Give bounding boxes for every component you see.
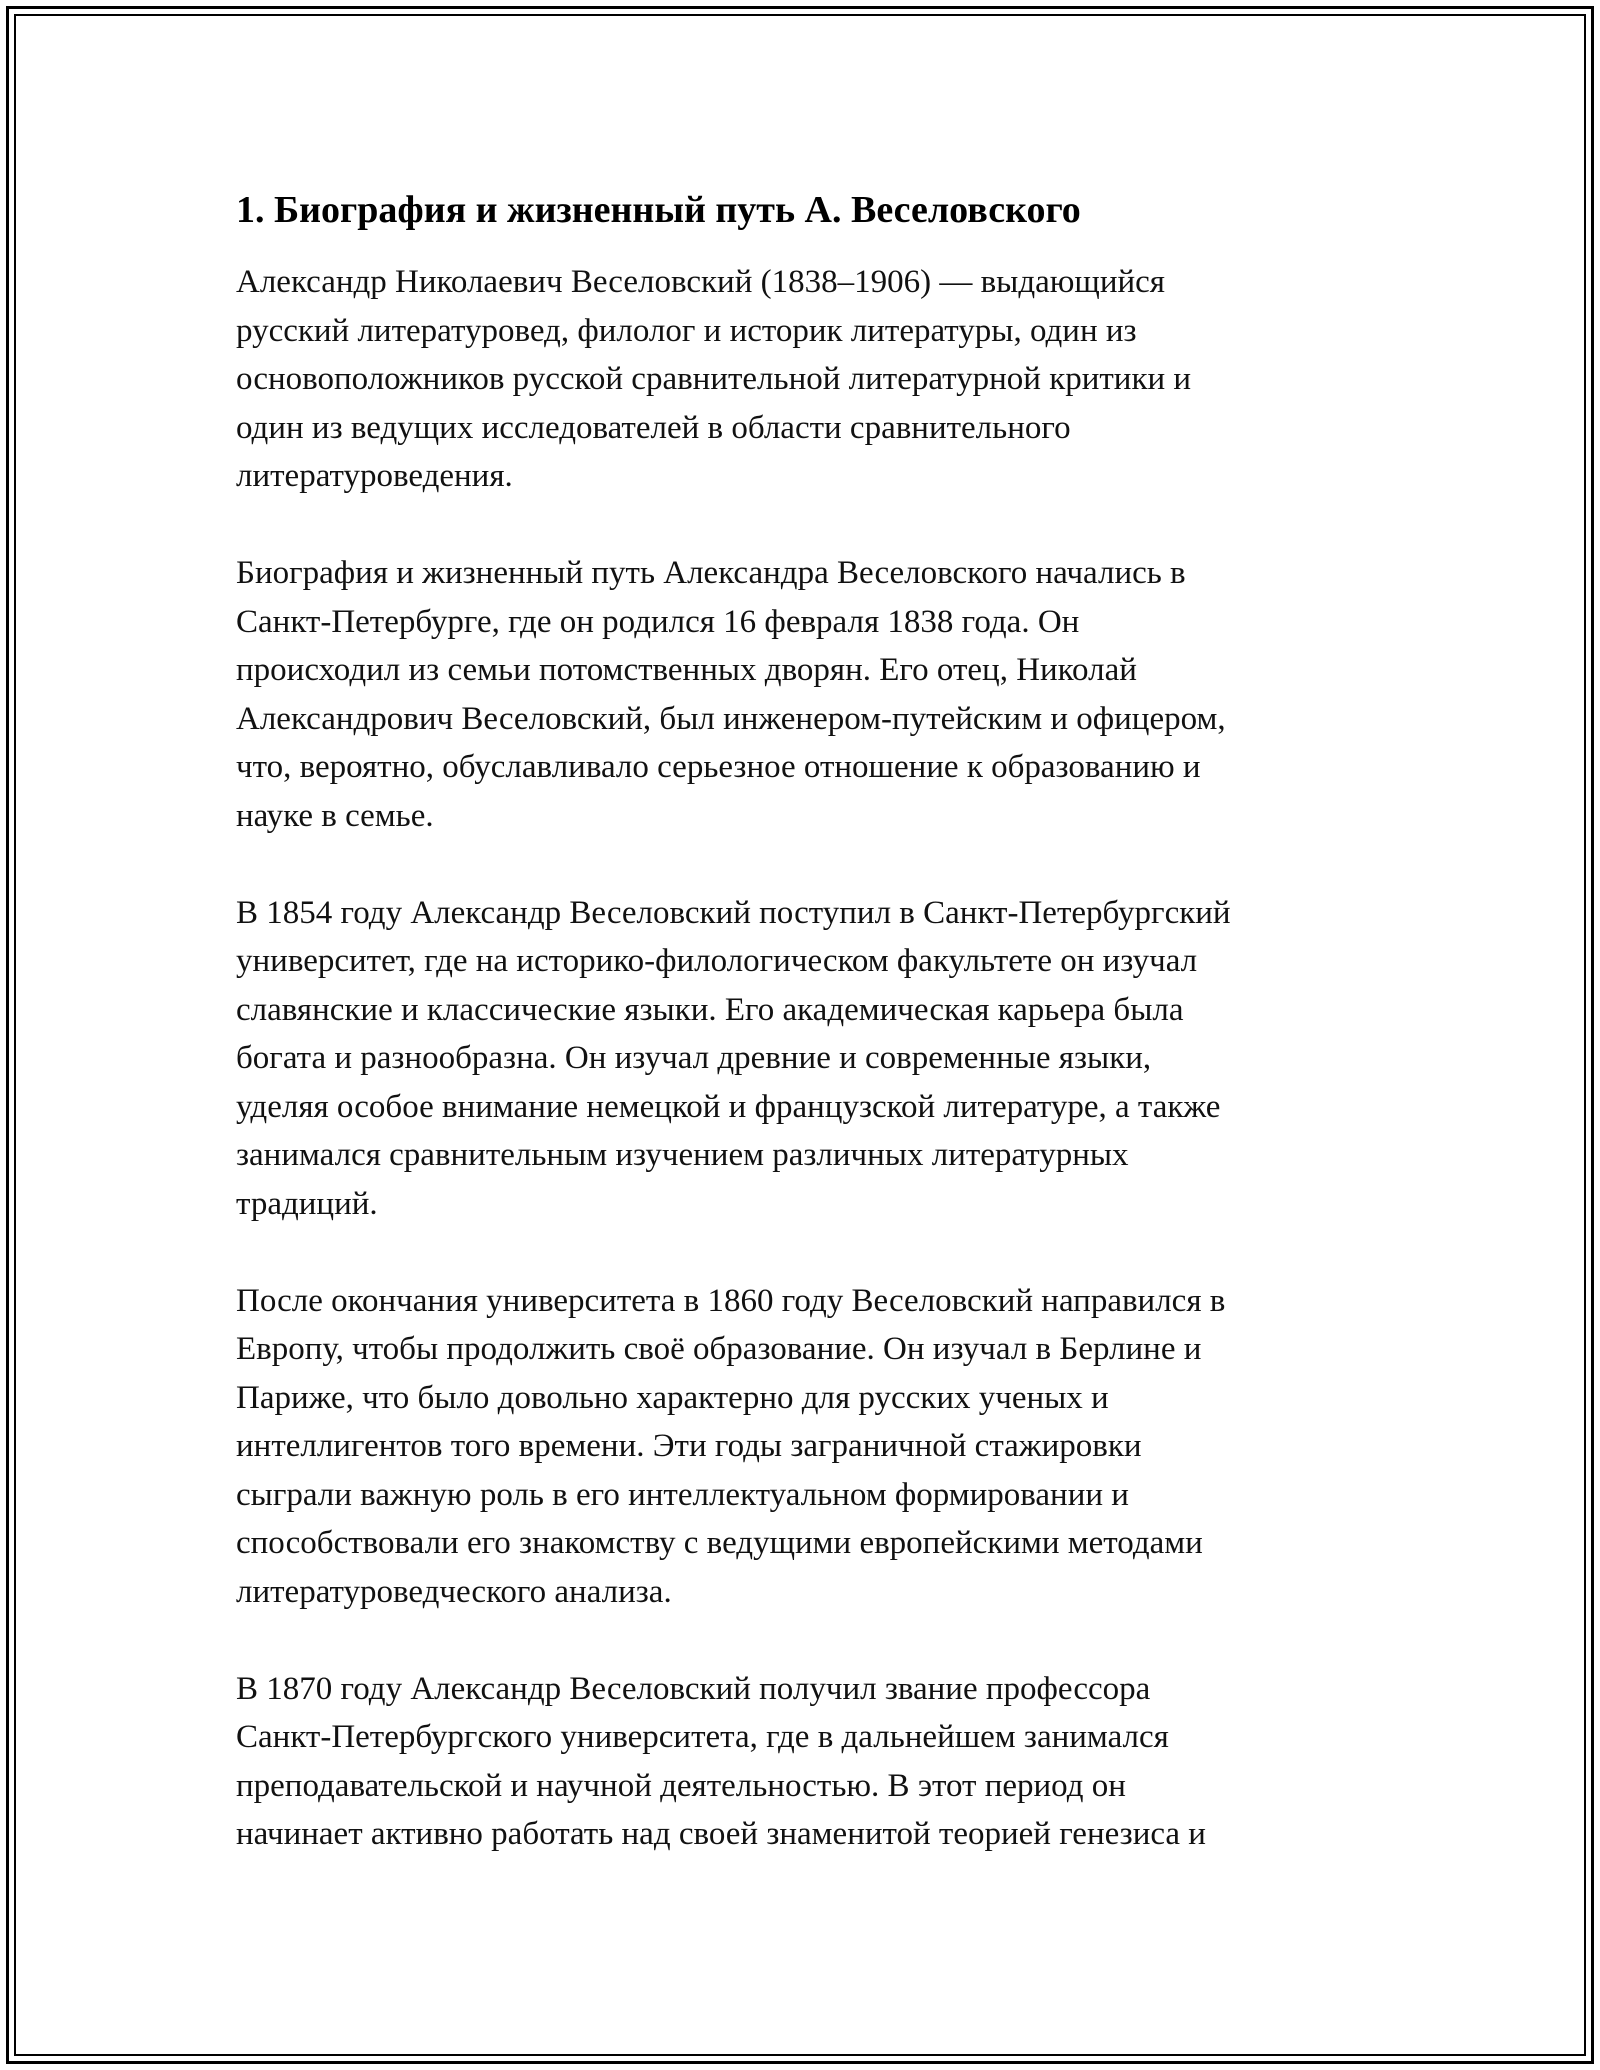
text-line: В 1870 году Александр Веселовский получил звание профессора [236, 1670, 1151, 1707]
text-line: литературоведческого анализа. [236, 1573, 672, 1610]
paragraph-university [236, 889, 1356, 1229]
text-line: Александр Николаевич Веселовский (1838–1906) — выдающийся [236, 264, 1165, 300]
text-line: богата и разнообразна. Он изучал древние и современные языки, [236, 1040, 1152, 1076]
text-line: происходил из семьи потомственных дворян. Его отец, Николай [236, 652, 1137, 688]
document-body [236, 186, 1356, 1907]
text-line: университет, где на историко-филологическом факультете он изучал [236, 943, 1198, 979]
text-line: уделяя особое внимание немецкой и французской литературе, а также [236, 1088, 1221, 1125]
text-line: основоположников русской сравнительной литературной критики и [236, 361, 1192, 397]
section-heading: 1. Биография и жизненный путь А. Веселовского [236, 189, 1081, 231]
paragraph-origins [236, 549, 1356, 840]
text-line: способствовали его знакомству с ведущими европейскими методами [236, 1525, 1203, 1561]
text-line: науке в семье. [236, 797, 434, 834]
text-line: русский литературовед, филолог и историк литературы, один из [236, 312, 1137, 349]
text-line: традиций. [236, 1185, 378, 1222]
paragraph-intro [236, 258, 1356, 501]
text-line: славянские и классические языки. Его академическая карьера была [236, 991, 1184, 1028]
text-line: интеллигентов того времени. Эти годы заграничной стажировки [236, 1428, 1142, 1464]
text-line: сыграли важную роль в его интеллектуальном формировании и [236, 1476, 1129, 1513]
text-line: начинает активно работать над своей знаменитой теорией генезиса и [236, 1816, 1206, 1852]
text-line: Европу, чтобы продолжить своё образование. Он изучал в Берлине и [236, 1331, 1202, 1367]
text-line: что, вероятно, обуславливало серьезное отношение к образованию и [236, 749, 1201, 785]
text-line: Санкт-Петербургского университета, где в дальнейшем занимался [236, 1719, 1169, 1755]
text-line: преподавательской и научной деятельностью. В этот период он [236, 1767, 1126, 1804]
text-line: Александрович Веселовский, был инженером-путейским и офицером, [236, 700, 1226, 737]
text-line: один из ведущих исследователей в области сравнительного [236, 409, 1071, 446]
text-line: Биография и жизненный путь Александра Веселовского начались в [236, 555, 1186, 591]
text-line: занимался сравнительным изучением различных литературных [236, 1137, 1129, 1173]
text-line: В 1854 году Александр Веселовский поступил в Санкт-Петербургский [236, 894, 1231, 931]
paragraph-europe [236, 1277, 1356, 1617]
text-line: Санкт-Петербурге, где он родился 16 февраля 1838 года. Он [236, 603, 1080, 640]
text-line: После окончания университета в 1860 году Веселовский направился в [236, 1282, 1226, 1319]
paragraph-professorship [236, 1665, 1356, 1859]
text-line: литературоведения. [236, 458, 513, 494]
text-line: Париже, что было довольно характерно для русских ученых и [236, 1379, 1109, 1416]
